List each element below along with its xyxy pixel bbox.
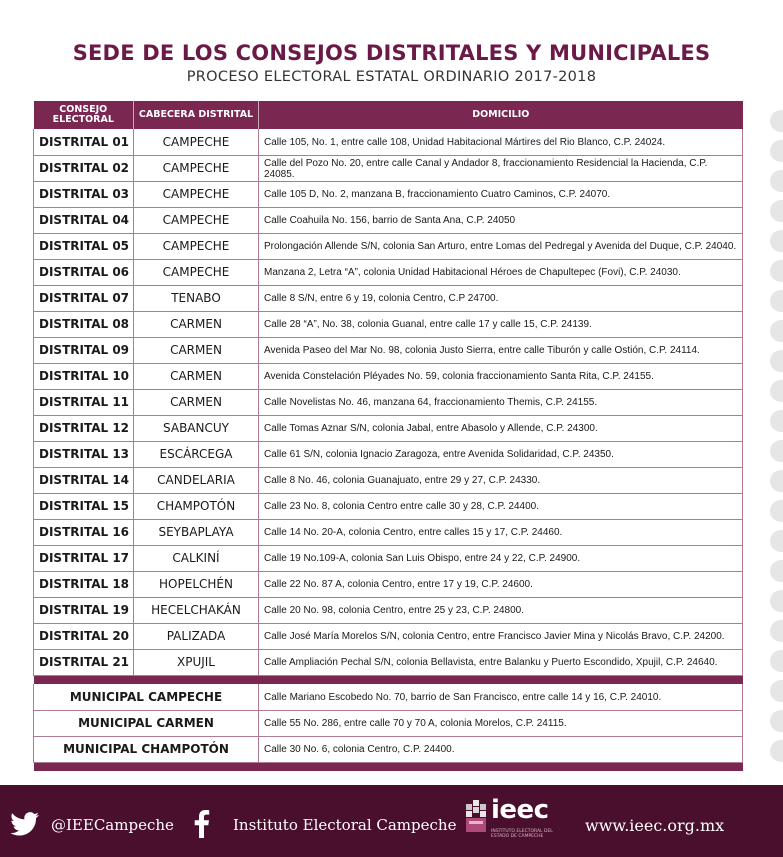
table-row	[34, 389, 743, 415]
table-row-municipal	[34, 710, 743, 736]
domicilio-cell: Calle 19 No.109-A, colonia San Luis Obispo, entre 24 y 22, C.P. 24900.	[259, 545, 743, 571]
consejo-cell: DISTRITAL 15	[34, 493, 134, 519]
domicilio-cell: Prolongación Allende S/N, colonia San Arturo, entre Lomas del Pedregal y Avenida del Duque, C.P. 24040.	[259, 233, 743, 259]
domicilio-cell: Calle Novelistas No. 46, manzana 64, fraccionamiento Themis, C.P. 24155.	[259, 389, 743, 415]
domicilio-cell: Avenida Paseo del Mar No. 98, colonia Justo Sierra, entre calle Tiburón y calle Ostión, C.P. 24114.	[259, 337, 743, 363]
facebook-icon[interactable]	[188, 810, 214, 838]
table-row	[34, 337, 743, 363]
consejo-cell: DISTRITAL 21	[34, 649, 134, 675]
table-row	[34, 519, 743, 545]
domicilio-cell: Calle Coahuila No. 156, barrio de Santa Ana, C.P. 24050	[259, 207, 743, 233]
consejos-table	[33, 101, 743, 771]
cabecera-cell: CARMEN	[134, 363, 259, 389]
consejo-municipal-cell: MUNICIPAL CARMEN	[34, 710, 259, 736]
consejo-cell: DISTRITAL 13	[34, 441, 134, 467]
consejo-cell: DISTRITAL 12	[34, 415, 134, 441]
domicilio-cell: Calle 28 “A”, No. 38, colonia Guanal, entre calle 17 y calle 15, C.P. 24139.	[259, 311, 743, 337]
domicilio-cell: Calle 8 No. 46, colonia Guanajuato, entre 29 y 27, C.P. 24330.	[259, 467, 743, 493]
decorative-dots	[762, 0, 783, 780]
table-row	[34, 181, 743, 207]
table-bottom-bar	[34, 762, 743, 771]
table-row	[34, 363, 743, 389]
consejo-cell: DISTRITAL 16	[34, 519, 134, 545]
consejo-cell: DISTRITAL 11	[34, 389, 134, 415]
consejo-municipal-cell: MUNICIPAL CHAMPOTÓN	[34, 736, 259, 762]
consejo-cell: DISTRITAL 05	[34, 233, 134, 259]
domicilio-cell: Calle 55 No. 286, entre calle 70 y 70 A, colonia Morelos, C.P. 24115.	[259, 710, 743, 736]
cabecera-cell: CAMPECHE	[134, 181, 259, 207]
consejo-municipal-cell: MUNICIPAL CAMPECHE	[34, 684, 259, 710]
consejo-cell: DISTRITAL 02	[34, 155, 134, 181]
table-header-row	[34, 101, 743, 129]
consejo-cell: DISTRITAL 06	[34, 259, 134, 285]
consejo-cell: DISTRITAL 18	[34, 571, 134, 597]
cabecera-cell: HOPELCHÉN	[134, 571, 259, 597]
table-row	[34, 415, 743, 441]
page-title: SEDE DE LOS CONSEJOS DISTRITALES Y MUNICIPALES	[72, 41, 711, 65]
cabecera-cell: CARMEN	[134, 389, 259, 415]
table-row	[34, 311, 743, 337]
table-section-separator	[34, 675, 743, 684]
table-row	[34, 649, 743, 675]
table-row	[34, 155, 743, 181]
table-row	[34, 207, 743, 233]
cabecera-cell: HECELCHAKÁN	[134, 597, 259, 623]
column-header-consejo: CONSEJO ELECTORAL	[34, 101, 134, 129]
cabecera-cell: CARMEN	[134, 311, 259, 337]
cabecera-cell: CAMPECHE	[134, 259, 259, 285]
domicilio-cell: Avenida Constelación Pléyades No. 59, colonia fraccionamiento Santa Rita, C.P. 24155.	[259, 363, 743, 389]
domicilio-cell: Calle Mariano Escobedo No. 70, barrio de San Francisco, entre calle 14 y 16, C.P. 24010.	[259, 684, 743, 710]
cabecera-cell: ESCÁRCEGA	[134, 441, 259, 467]
domicilio-cell: Calle José María Morelos S/N, colonia Centro, entre Francisco Javier Mina y Nicolás Bravo, C.P. 24200.	[259, 623, 743, 649]
consejo-cell: DISTRITAL 19	[34, 597, 134, 623]
consejo-cell: DISTRITAL 04	[34, 207, 134, 233]
cabecera-cell: SEYBAPLAYA	[134, 519, 259, 545]
facebook-name[interactable]: Instituto Electoral Campeche	[233, 816, 457, 834]
table-row	[34, 467, 743, 493]
consejo-cell: DISTRITAL 14	[34, 467, 134, 493]
table-row	[34, 441, 743, 467]
page-subtitle: PROCESO ELECTORAL ESTATAL ORDINARIO 2017-2018	[186, 69, 597, 85]
domicilio-cell: Calle Tomas Aznar S/N, colonia Jabal, entre Abasolo y Allende, C.P. 24300.	[259, 415, 743, 441]
cabecera-cell: CARMEN	[134, 337, 259, 363]
consejo-cell: DISTRITAL 08	[34, 311, 134, 337]
footer	[0, 785, 783, 857]
table-row	[34, 597, 743, 623]
cabecera-cell: CHAMPOTÓN	[134, 493, 259, 519]
header	[0, 0, 783, 100]
table-row	[34, 545, 743, 571]
table-row	[34, 233, 743, 259]
consejos-table-wrapper	[33, 101, 742, 771]
cabecera-cell: SABANCUY	[134, 415, 259, 441]
ieec-logo-text: ieec	[491, 795, 549, 825]
table-row	[34, 571, 743, 597]
consejo-cell: DISTRITAL 03	[34, 181, 134, 207]
consejo-cell: DISTRITAL 09	[34, 337, 134, 363]
cabecera-cell: TENABO	[134, 285, 259, 311]
column-header-domicilio: DOMICILIO	[259, 101, 743, 129]
domicilio-cell: Calle Ampliación Pechal S/N, colonia Bellavista, entre Balanku y Puerto Escondido, Xpujil, C.P. 24640.	[259, 649, 743, 675]
cabecera-cell: CAMPECHE	[134, 233, 259, 259]
domicilio-cell: Manzana 2, Letra “A”, colonia Unidad Habitacional Héroes de Chapultepec (Fovi), C.P. 24030.	[259, 259, 743, 285]
consejo-cell: DISTRITAL 10	[34, 363, 134, 389]
domicilio-cell: Calle 20 No. 98, colonia Centro, entre 25 y 23, C.P. 24800.	[259, 597, 743, 623]
twitter-handle[interactable]: @IEECampeche	[51, 816, 174, 834]
table-row	[34, 285, 743, 311]
ieec-logo-subtitle: INSTITUTO ELECTORAL DEL ESTADO DE CAMPECHE	[491, 829, 553, 839]
table-row	[34, 129, 743, 155]
domicilio-cell: Calle 22 No. 87 A, colonia Centro, entre 17 y 19, C.P. 24600.	[259, 571, 743, 597]
cabecera-cell: CAMPECHE	[134, 155, 259, 181]
domicilio-cell: Calle 30 No. 6, colonia Centro, C.P. 24400.	[259, 736, 743, 762]
consejo-cell: DISTRITAL 17	[34, 545, 134, 571]
table-row-municipal	[34, 736, 743, 762]
table-row	[34, 493, 743, 519]
domicilio-cell: Calle del Pozo No. 20, entre calle Canal y Andador 8, fraccionamiento Residencial la Hacienda, C.P. 24085.	[259, 155, 743, 181]
table-row	[34, 623, 743, 649]
domicilio-cell: Calle 105 D, No. 2, manzana B, fraccionamiento Cuatro Caminos, C.P. 24070.	[259, 181, 743, 207]
table-row-municipal	[34, 684, 743, 710]
cabecera-cell: CANDELARIA	[134, 467, 259, 493]
table-body	[34, 129, 743, 771]
cabecera-cell: XPUJIL	[134, 649, 259, 675]
twitter-icon[interactable]	[10, 812, 40, 836]
domicilio-cell: Calle 61 S/N, colonia Ignacio Zaragoza, entre Avenida Solidaridad, C.P. 24350.	[259, 441, 743, 467]
domicilio-cell: Calle 105, No. 1, entre calle 108, Unidad Habitacional Mártires del Rio Blanco, C.P. 24024.	[259, 129, 743, 155]
website-link[interactable]: www.ieec.org.mx	[585, 816, 725, 835]
consejo-cell: DISTRITAL 07	[34, 285, 134, 311]
cabecera-cell: CAMPECHE	[134, 207, 259, 233]
table-row	[34, 259, 743, 285]
consejo-cell: DISTRITAL 20	[34, 623, 134, 649]
domicilio-cell: Calle 23 No. 8, colonia Centro entre calle 30 y 28, C.P. 24400.	[259, 493, 743, 519]
consejo-cell: DISTRITAL 01	[34, 129, 134, 155]
column-header-cabecera: CABECERA DISTRITAL	[134, 101, 259, 129]
cabecera-cell: PALIZADA	[134, 623, 259, 649]
cabecera-cell: CALKINÍ	[134, 545, 259, 571]
cabecera-cell: CAMPECHE	[134, 129, 259, 155]
domicilio-cell: Calle 8 S/N, entre 6 y 19, colonia Centro, C.P 24700.	[259, 285, 743, 311]
domicilio-cell: Calle 14 No. 20-A, colonia Centro, entre calles 15 y 17, C.P. 24460.	[259, 519, 743, 545]
